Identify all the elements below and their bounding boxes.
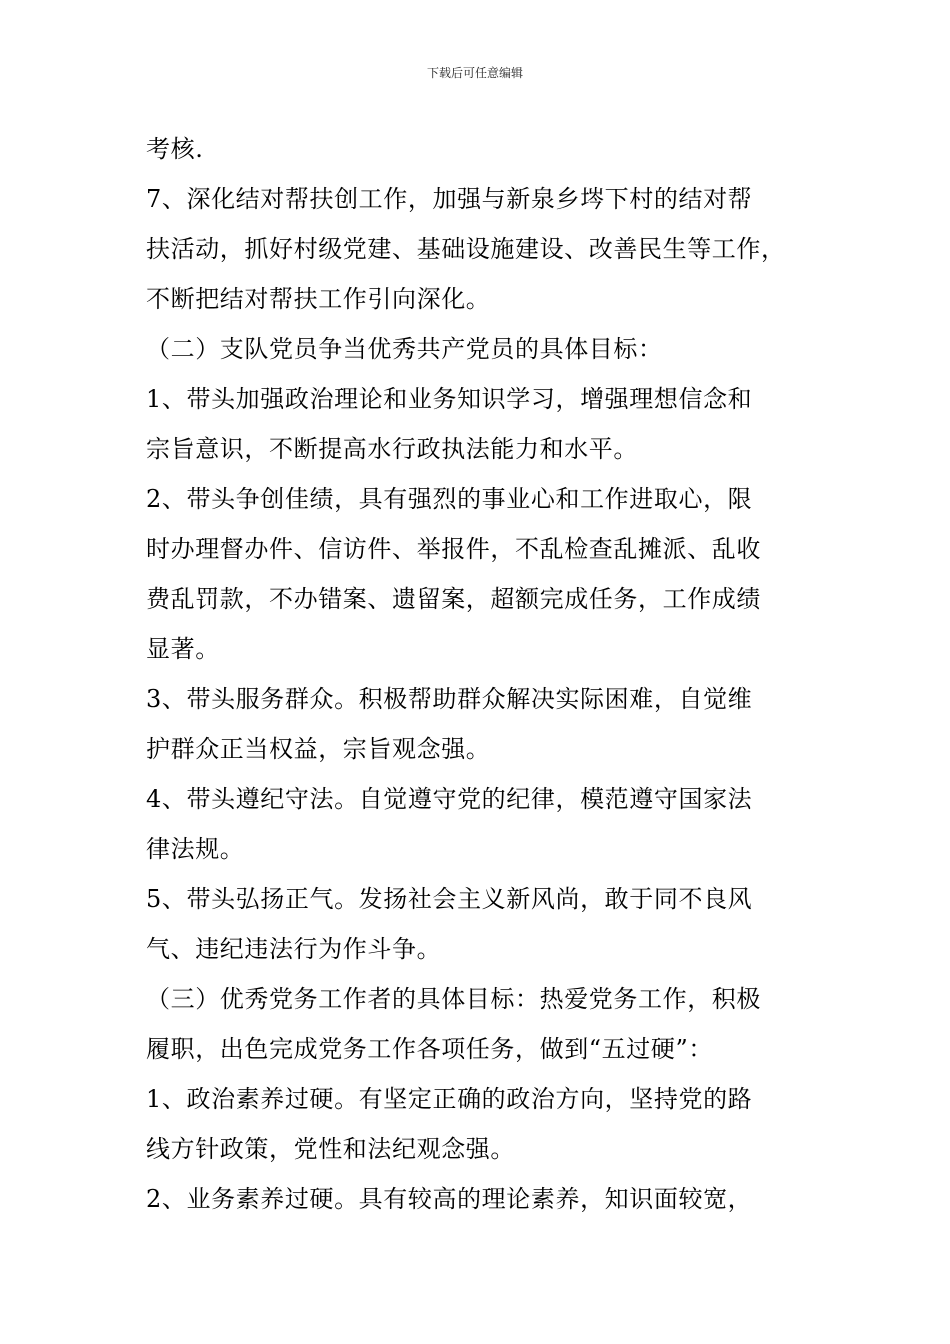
text-line: 气、违纪违法行为作斗争。 (146, 935, 442, 963)
document-body (146, 124, 816, 1224)
text-line: 不断把结对帮扶工作引向深化。 (146, 285, 491, 313)
page-header: 下载后可任意编辑 (426, 66, 523, 80)
text-line: 1、政治素养过硬。有坚定正确的政治方向，坚持党的路 (146, 1085, 753, 1113)
text-line: 时办理督办件、信访件、举报件，不乱检查乱摊派、乱收 (146, 535, 761, 563)
text-line: 律法规。 (146, 835, 245, 863)
text-line: 履职，出色完成党务工作各项任务，做到“五过硬”： (146, 1035, 713, 1063)
text-line: 1、带头加强政治理论和业务知识学习，增强理想信念和 (146, 385, 753, 413)
text-line: 2、业务素养过硬。具有较高的理论素养，知识面较宽， (146, 1185, 753, 1213)
text-line: 2、带头争创佳绩，具有强烈的事业心和工作进取心，限 (146, 485, 753, 513)
text-line: 显著。 (146, 635, 220, 663)
text-line: 线方针政策，党性和法纪观念强。 (146, 1135, 515, 1163)
text-line: 费乱罚款，不办错案、遗留案，超额完成任务，工作成绩 (146, 585, 761, 613)
text-line: 4、带头遵纪守法。自觉遵守党的纪律，模范遵守国家法 (146, 785, 753, 813)
text-line: 考核. (146, 135, 204, 163)
text-line: 宗旨意识，不断提高水行政执法能力和水平。 (146, 435, 638, 463)
section-heading: （三）优秀党务工作者的具体目标：热爱党务工作，积极 (146, 985, 761, 1013)
text-line: 7、深化结对帮扶创工作，加强与新泉乡埁下村的结对帮 (146, 185, 753, 213)
section-heading: （二）支队党员争当优秀共产党员的具体目标： (146, 335, 663, 363)
text-line: 5、带头弘扬正气。发扬社会主义新风尚，敢于同不良风 (146, 885, 753, 913)
text-line: 3、带头服务群众。积极帮助群众解决实际困难，自觉维 (146, 685, 753, 713)
text-line: 扶活动，抓好村级党建、基础设施建设、改善民生等工作， (146, 235, 786, 263)
text-line: 护群众正当权益，宗旨观念强。 (146, 735, 491, 763)
